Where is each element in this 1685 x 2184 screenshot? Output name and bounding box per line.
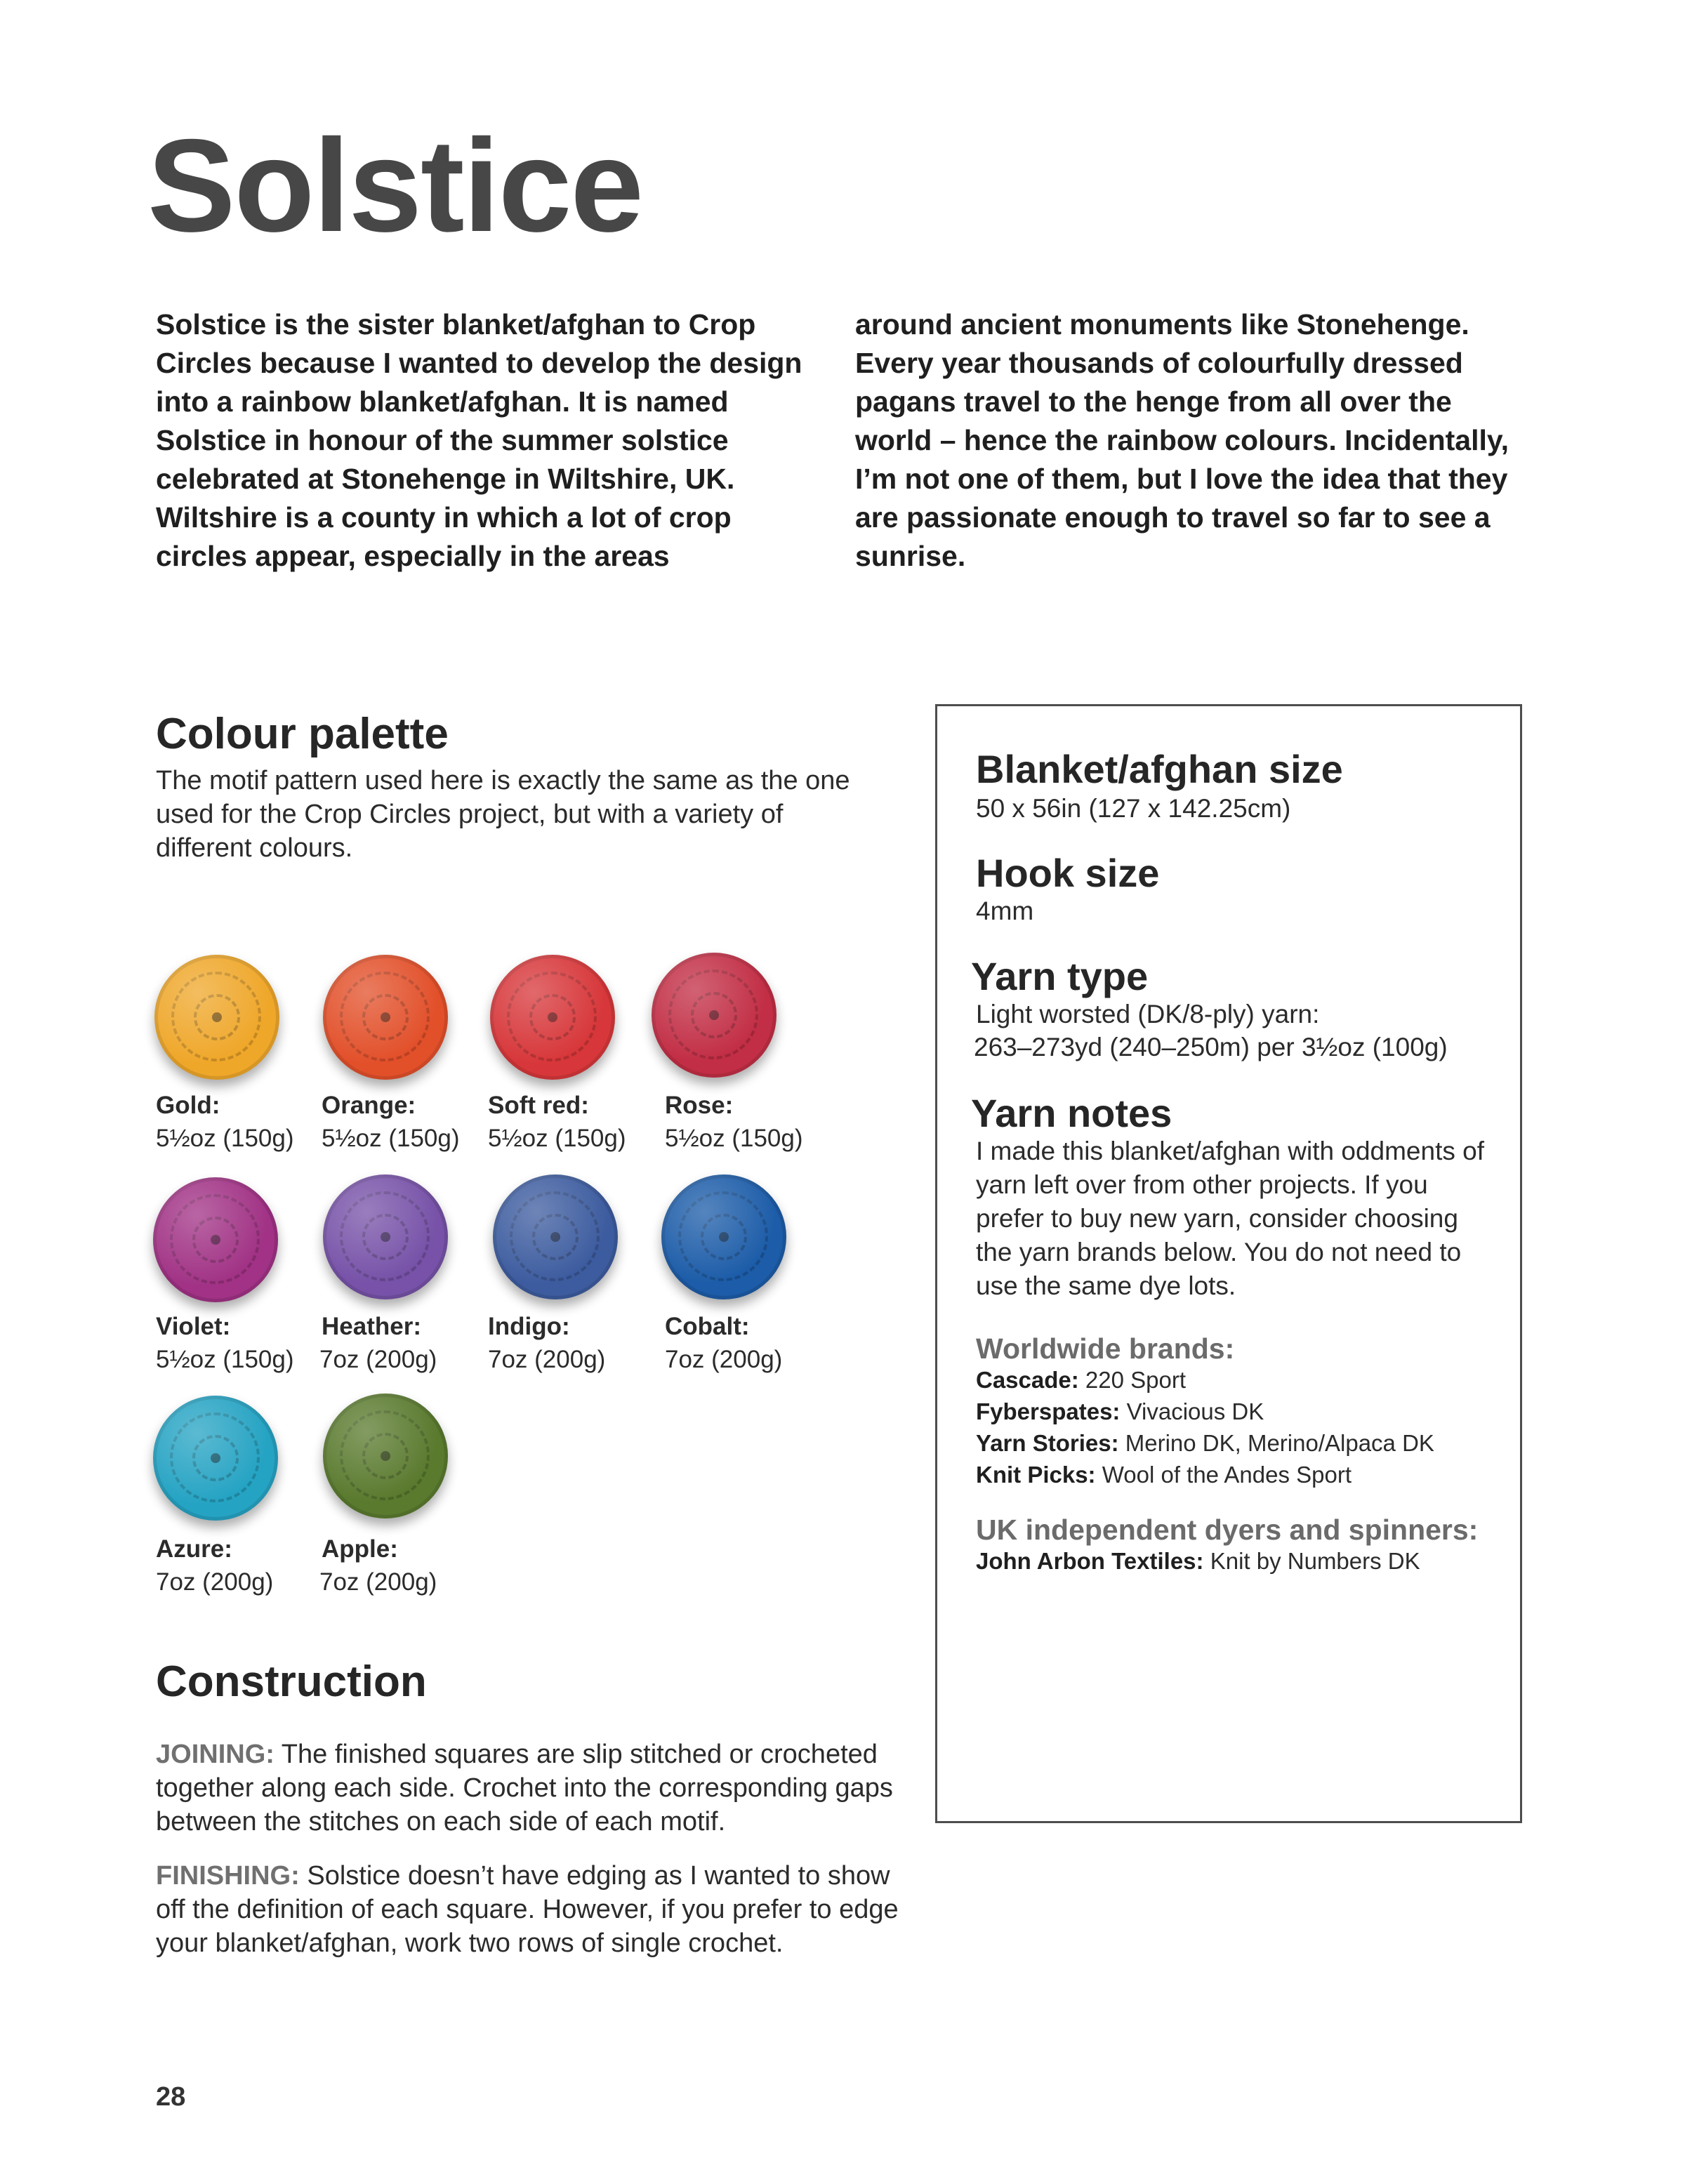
page-number: 28	[156, 2082, 186, 2112]
swatch-label: Apple:	[322, 1535, 398, 1563]
swatch-cobalt	[661, 1174, 786, 1299]
brand-row: John Arbon Textiles: Knit by Numbers DK	[976, 1548, 1420, 1574]
swatch-label: Gold:	[156, 1092, 220, 1119]
brand-row: Yarn Stories: Merino DK, Merino/Alpaca DK	[976, 1430, 1434, 1456]
swatch-amount: 7oz (200g)	[156, 1568, 274, 1596]
swatch-label: Cobalt:	[665, 1313, 750, 1340]
swatch-amount: 5½oz (150g)	[322, 1125, 460, 1152]
size-heading: Blanket/afghan size	[976, 747, 1343, 791]
swatch-heather	[323, 1174, 448, 1299]
swatch-gold	[154, 955, 279, 1080]
brand-row: Knit Picks: Wool of the Andes Sport	[976, 1462, 1352, 1488]
swatch-label: Violet:	[156, 1313, 231, 1340]
swatch-amount: 5½oz (150g)	[665, 1125, 803, 1152]
hook-value: 4mm	[976, 896, 1034, 925]
yarn-type-line1: Light worsted (DK/8-ply) yarn:	[976, 1000, 1320, 1028]
brand-row: Fyberspates: Vivacious DK	[976, 1398, 1264, 1424]
swatch-amount: 7oz (200g)	[665, 1346, 783, 1373]
yarn-type-line2: 263–273yd (240–250m) per 3½oz (100g)	[974, 1033, 1448, 1061]
swatch-label: Rose:	[665, 1092, 734, 1119]
swatch-azure	[153, 1396, 278, 1521]
yarn-type-heading: Yarn type	[971, 954, 1149, 998]
intro-right-column: around ancient monuments like Stonehenge. Every year thousands of colourfully dressed pagans travel to the henge from all over the world – hence the rainbow colours. Incidentally, I’m not one of them, but I love the idea that they are passionate enough to travel so far to see a sunrise.	[855, 308, 1509, 572]
swatch-apple	[323, 1394, 448, 1518]
swatch-amount: 7oz (200g)	[319, 1346, 437, 1373]
swatch-violet	[153, 1177, 278, 1302]
swatch-amount: 7oz (200g)	[488, 1346, 606, 1373]
swatch-amount: 5½oz (150g)	[156, 1125, 294, 1152]
project-info-box	[935, 704, 1522, 1823]
finishing-paragraph: FINISHING: Solstice doesn’t have edging as I wanted to show off the definition of each square. However, if you prefer to edge your blanket/afghan, work two rows of single crochet.	[156, 1861, 899, 1958]
swatch-label: Orange:	[322, 1092, 416, 1119]
swatch-orange	[323, 955, 448, 1080]
hook-heading: Hook size	[976, 851, 1160, 895]
brand-row: Cascade: 220 Sport	[976, 1367, 1187, 1393]
swatch-indigo	[493, 1174, 618, 1299]
page-title: Solstice	[147, 112, 642, 259]
yarn-notes-heading: Yarn notes	[971, 1091, 1172, 1135]
joining-paragraph: JOINING: The finished squares are slip stitched or crocheted together along each side. Crochet into the corresponding gaps between the stitches on each side of each motif.	[156, 1740, 893, 1836]
intro-left-column: Solstice is the sister blanket/afghan to Crop Circles because I wanted to develop the design into a rainbow blanket/afghan. It is named Solstice in honour of the summer solstice celebrated at Stonehenge in Wiltshire, UK. Wiltshire is a county in which a lot of crop circles appear, especially in the areas	[156, 308, 802, 572]
swatch-amount: 7oz (200g)	[319, 1568, 437, 1596]
palette-description: The motif pattern used here is exactly the same as the one used for the Crop Circles project, but with a variety of different colours.	[156, 766, 850, 863]
swatch-amount: 5½oz (150g)	[488, 1125, 626, 1152]
swatch-label: Azure:	[156, 1535, 232, 1563]
size-value: 50 x 56in (127 x 142.25cm)	[976, 794, 1291, 823]
swatch-label: Indigo:	[488, 1313, 570, 1340]
worldwide-brands-heading: Worldwide brands:	[976, 1332, 1235, 1365]
construction-heading: Construction	[156, 1657, 427, 1706]
swatch-amount: 5½oz (150g)	[156, 1346, 294, 1373]
yarn-notes-text: I made this blanket/afghan with oddments of yarn left over from other projects. If you prefer to buy new yarn, consider choosing the yarn brands below. You do not need to use the same dye lots.	[976, 1137, 1484, 1300]
swatch-label: Heather:	[322, 1313, 421, 1340]
swatch-soft-red	[490, 955, 615, 1080]
palette-heading: Colour palette	[156, 710, 449, 758]
uk-dyers-heading: UK independent dyers and spinners:	[976, 1514, 1479, 1546]
swatch-rose	[652, 953, 777, 1078]
swatch-label: Soft red:	[488, 1092, 589, 1119]
